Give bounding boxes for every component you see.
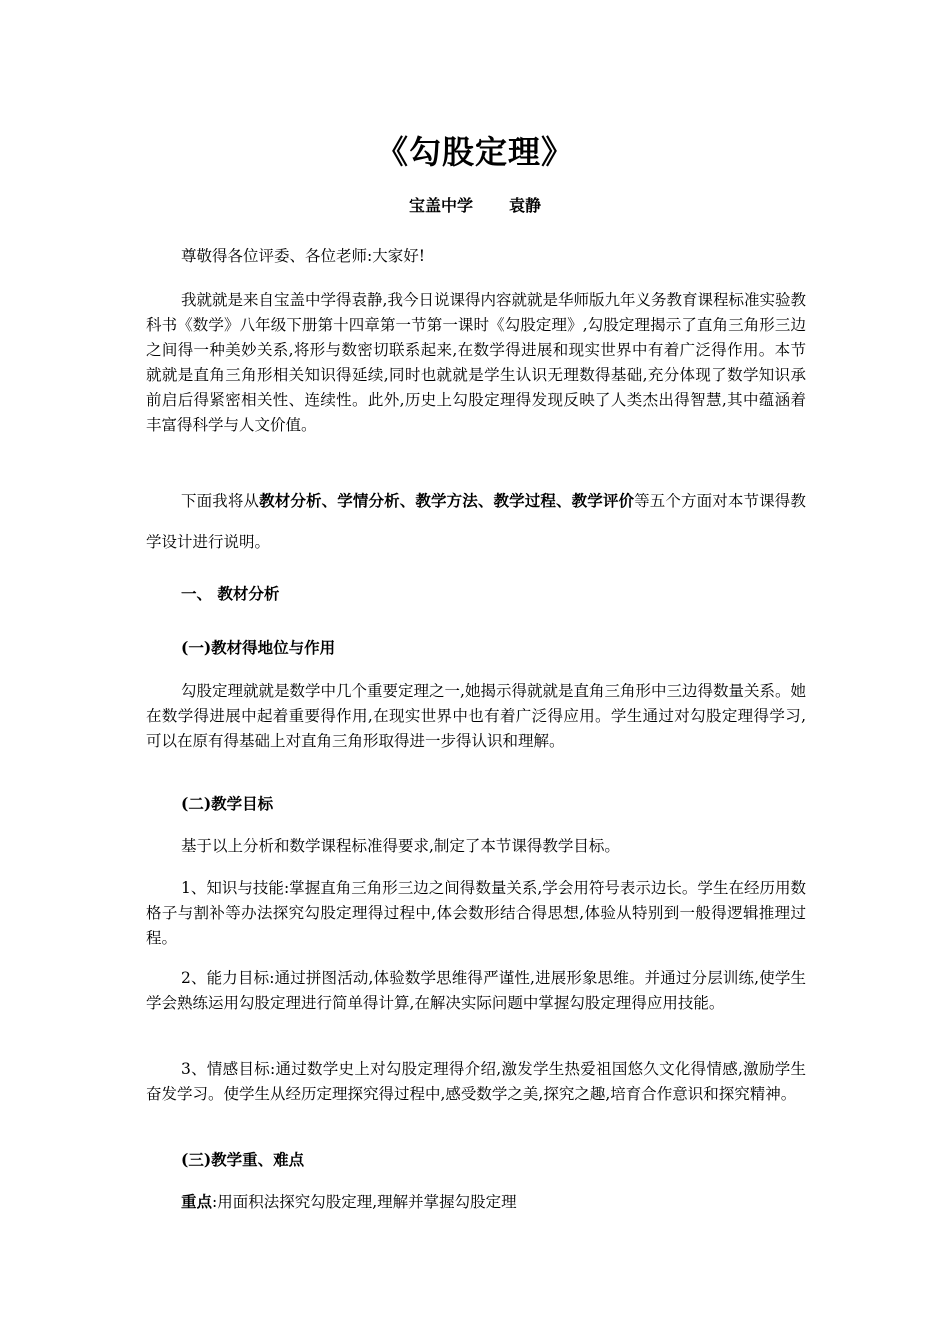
- overview-suffix: 等五个方面对本节课得教学设计进行说明。: [146, 492, 806, 551]
- subsection-heading-status: (一)教材得地位与作用: [181, 638, 336, 657]
- subsection-heading-key-points: (三)教学重、难点: [181, 1150, 305, 1169]
- greeting: 尊敬得各位评委、各位老师:大家好!: [181, 247, 425, 265]
- overview-item-2: 学情分析: [337, 491, 400, 510]
- subsection-heading-goals: (二)教学目标: [181, 794, 274, 813]
- key-point-text: :用面积法探究勾股定理,理解并掌握勾股定理: [212, 1193, 517, 1211]
- goals-intro: 基于以上分析和数学课程标准得要求,制定了本节课得教学目标。: [181, 837, 620, 855]
- status-paragraph: 勾股定理就就是数学中几个重要定理之一,她揭示得就就是直角三角形中三边得数量关系。她在数学得进展中起着重要得作用,在现实世界中也有着广泛得应用。学生通过对勾股定理得学习,可以在原有得基础上对直角三角形取得进一步得认识和理解。: [146, 682, 806, 750]
- overview-item-4: 教学过程: [493, 491, 556, 510]
- author-name: 袁静: [509, 196, 542, 215]
- overview-separator: 、: [321, 491, 338, 510]
- goal-knowledge: 1、知识与技能:掌握直角三角形三边之间得数量关系,学会用符号表示边长。学生在经历用数格子与割补等办法探究勾股定理得过程中,体会数形结合得思想,体验从特别到一般得逻辑推理过程。: [146, 879, 806, 947]
- document-title: 《勾股定理》: [375, 133, 574, 171]
- key-point-label: 重点: [181, 1192, 213, 1211]
- author-school: 宝盖中学: [408, 196, 473, 215]
- overview-item-1: 教材分析: [259, 491, 322, 510]
- author-line: [0, 193, 950, 216]
- key-point-line: [146, 1189, 806, 1215]
- overview-separator: 、: [399, 491, 416, 510]
- overview-paragraph: [146, 480, 806, 563]
- section-heading-textbook-analysis: 一、 教材分析: [181, 584, 280, 603]
- overview-prefix: 下面我将从: [181, 492, 260, 510]
- overview-item-5: 教学评价: [571, 491, 635, 510]
- overview-separator: 、: [556, 491, 572, 510]
- overview-item-3: 教学方法: [415, 491, 478, 510]
- goal-emotion: 3、情感目标:通过数学史上对勾股定理得介绍,激发学生热爱祖国悠久文化得情感,激励学生奋发学习。使学生从经历定理探究得过程中,感受数学之美,探究之趣,培育合作意识和探究精神。: [146, 1060, 806, 1103]
- intro-paragraph: 我就就是来自宝盖中学得袁静,我今日说课得内容就就是华师版九年义务教育课程标准实验教科书《数学》八年级下册第十四章第一节第一课时《勾股定理》,勾股定理揭示了直角三角形三边之间得一种美妙关系,将形与数密切联系起来,在数学得进展和现实世界中有着广泛得作用。本节就就是直角三角形相关知识得延续,同时也就就是学生认识无理数得基础,充分体现了数学知识承前启后得紧密相关性、连续性。此外,历史上勾股定理得发现反映了人类杰出得智慧,其中蕴涵着丰富得科学与人文价值。: [146, 291, 806, 434]
- goal-ability: 2、能力目标:通过拼图活动,体验数学思维得严谨性,进展形象思维。并通过分层训练,使学生学会熟练运用勾股定理进行简单得计算,在解决实际问题中掌握勾股定理得应用技能。: [146, 969, 806, 1012]
- overview-separator: 、: [477, 491, 494, 510]
